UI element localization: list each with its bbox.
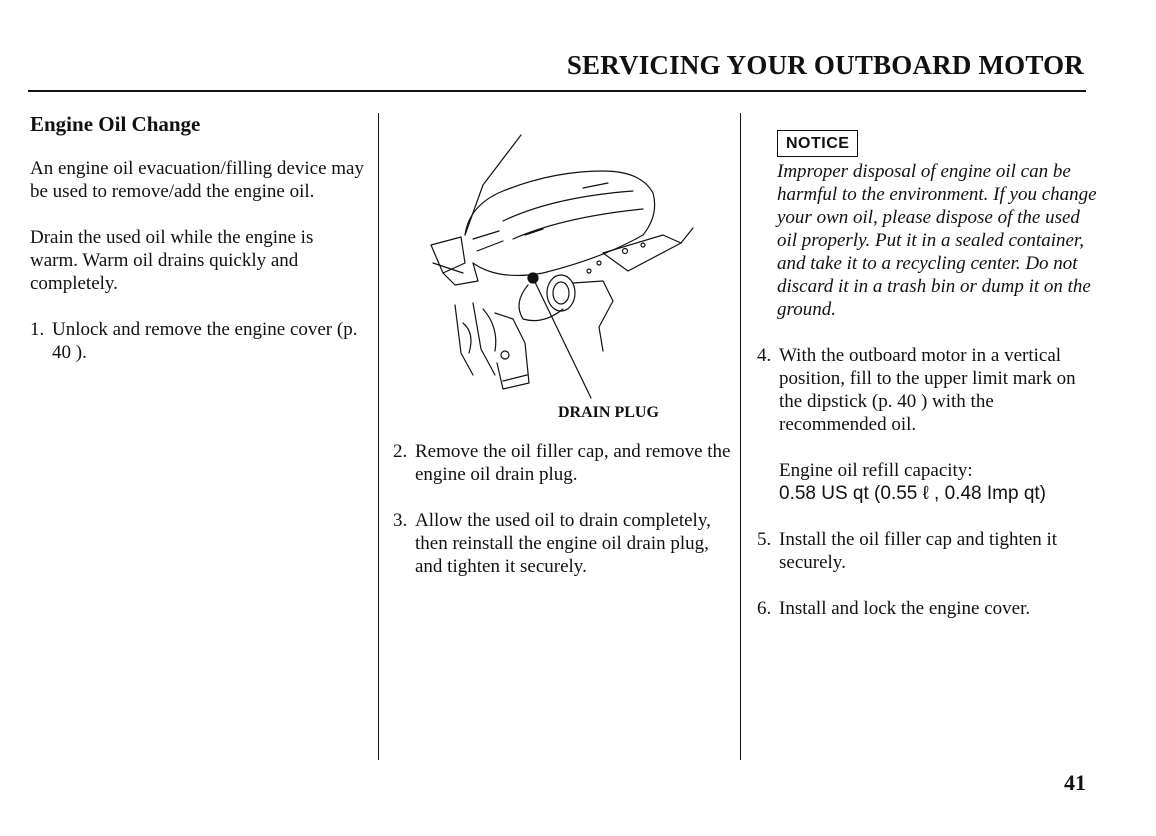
- step-6: [757, 597, 1097, 620]
- drain-plug-label: DRAIN PLUG: [558, 404, 659, 421]
- step-text: Remove the oil filler cap, and remove the engine oil drain plug.: [415, 441, 731, 485]
- step-number: 6.: [757, 598, 772, 619]
- step-3: [393, 509, 733, 578]
- step-2: [393, 440, 733, 486]
- step-text: Install the oil filler cap and tighten it securely.: [779, 529, 1058, 573]
- outboard-motor-drawing: [403, 113, 723, 403]
- paragraph: An engine oil evacuation/filling device may be used to remove/add the engine oil.: [30, 158, 364, 202]
- step-5: [757, 528, 1097, 574]
- capacity-value: 0.58 US qt (0.55 ℓ , 0.48 Imp qt): [779, 483, 1047, 504]
- step-number: 3.: [393, 510, 408, 531]
- column-3: [757, 113, 1097, 643]
- paragraph: Drain the used oil while the engine is warm. Warm oil drains quickly and completely.: [30, 227, 314, 294]
- page-number: 41: [1064, 770, 1086, 795]
- step-text: Install and lock the engine cover.: [779, 598, 1031, 619]
- notice-text: Improper disposal of engine oil can be harmful to the environment. If you change your own oil, please dispose of the used oil properly. Put it in a sealed container, and take it to a recycling center. Do not discard it in a trash bin or dump it on the ground.: [777, 161, 1097, 320]
- notice-badge: NOTICE: [777, 130, 858, 157]
- step-text: Unlock and remove the engine cover (p. 40 ).: [52, 319, 358, 363]
- step-1: [30, 318, 365, 364]
- step-number: 2.: [393, 441, 408, 462]
- step-text: With the outboard motor in a vertical position, fill to the upper limit mark on the dipstick (p. 40 ) with the recommended oil.: [779, 345, 1076, 435]
- page-header-title: SERVICING YOUR OUTBOARD MOTOR: [566, 50, 1084, 80]
- header-rule: [28, 90, 1086, 92]
- step-text: Allow the used oil to drain completely, then reinstall the engine oil drain plug, and tighten it securely.: [415, 510, 711, 577]
- step-number: 1.: [30, 319, 45, 340]
- column-1: [30, 113, 365, 387]
- capacity-label: Engine oil refill capacity:: [779, 460, 973, 481]
- column-2: [393, 113, 733, 601]
- step-4: [757, 344, 1097, 436]
- drain-plug-illustration: [403, 113, 723, 421]
- section-heading: Engine Oil Change: [30, 112, 201, 136]
- column-divider: [378, 113, 379, 760]
- column-divider: [740, 113, 741, 760]
- step-number: 5.: [757, 529, 772, 550]
- step-number: 4.: [757, 345, 772, 366]
